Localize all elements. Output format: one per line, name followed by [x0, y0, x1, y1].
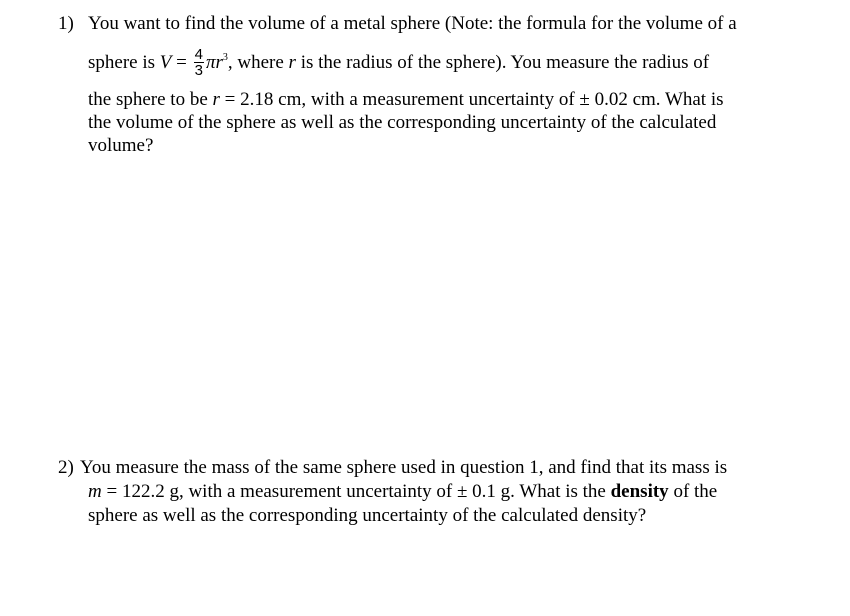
- question-number: 1): [58, 13, 74, 34]
- variable-r: r: [288, 51, 296, 73]
- question-text-line: You want to find the volume of a metal sphere (Note: the formula for the volume of a: [88, 13, 737, 34]
- question-text-line: [88, 88, 724, 112]
- question-text-line: sphere as well as the corresponding uncertainty of the calculated density?: [88, 505, 647, 526]
- text-fragment: , where: [227, 51, 289, 73]
- question-text-line: volume?: [88, 135, 154, 156]
- formula-radius: r: [215, 51, 223, 73]
- question-text-line: [88, 48, 709, 79]
- formula-pi: π: [205, 51, 216, 73]
- formula-equals: =: [171, 51, 192, 73]
- text-fragment: sphere is: [88, 51, 160, 73]
- question-text-line: You measure the mass of the same sphere used in question 1, and find that its mass is: [80, 457, 728, 478]
- variable-r: r: [212, 89, 220, 110]
- text-fragment: is the radius of the sphere). You measure the radius of: [295, 51, 710, 73]
- formula-variable: V: [159, 51, 172, 73]
- question-text-line: the volume of the sphere as well as the corresponding uncertainty of the calculated: [88, 112, 717, 133]
- emphasis-density: density: [610, 481, 669, 502]
- text-fragment: of the: [668, 481, 718, 502]
- text-fragment: the sphere to be: [88, 89, 213, 110]
- variable-m: m: [88, 481, 102, 502]
- formula-fraction: [194, 47, 204, 78]
- question-number: 2): [58, 457, 74, 478]
- fraction-denominator: 3: [194, 62, 203, 79]
- formula-exponent: 3: [222, 51, 228, 63]
- text-fragment: = 2.18 cm, with a measurement uncertainty of ± 0.02 cm. What is: [219, 89, 724, 110]
- fraction-numerator: 4: [194, 46, 203, 63]
- text-fragment: = 122.2 g, with a measurement uncertainty of ± 0.1 g. What is the: [101, 481, 611, 502]
- question-text-line: [88, 480, 717, 504]
